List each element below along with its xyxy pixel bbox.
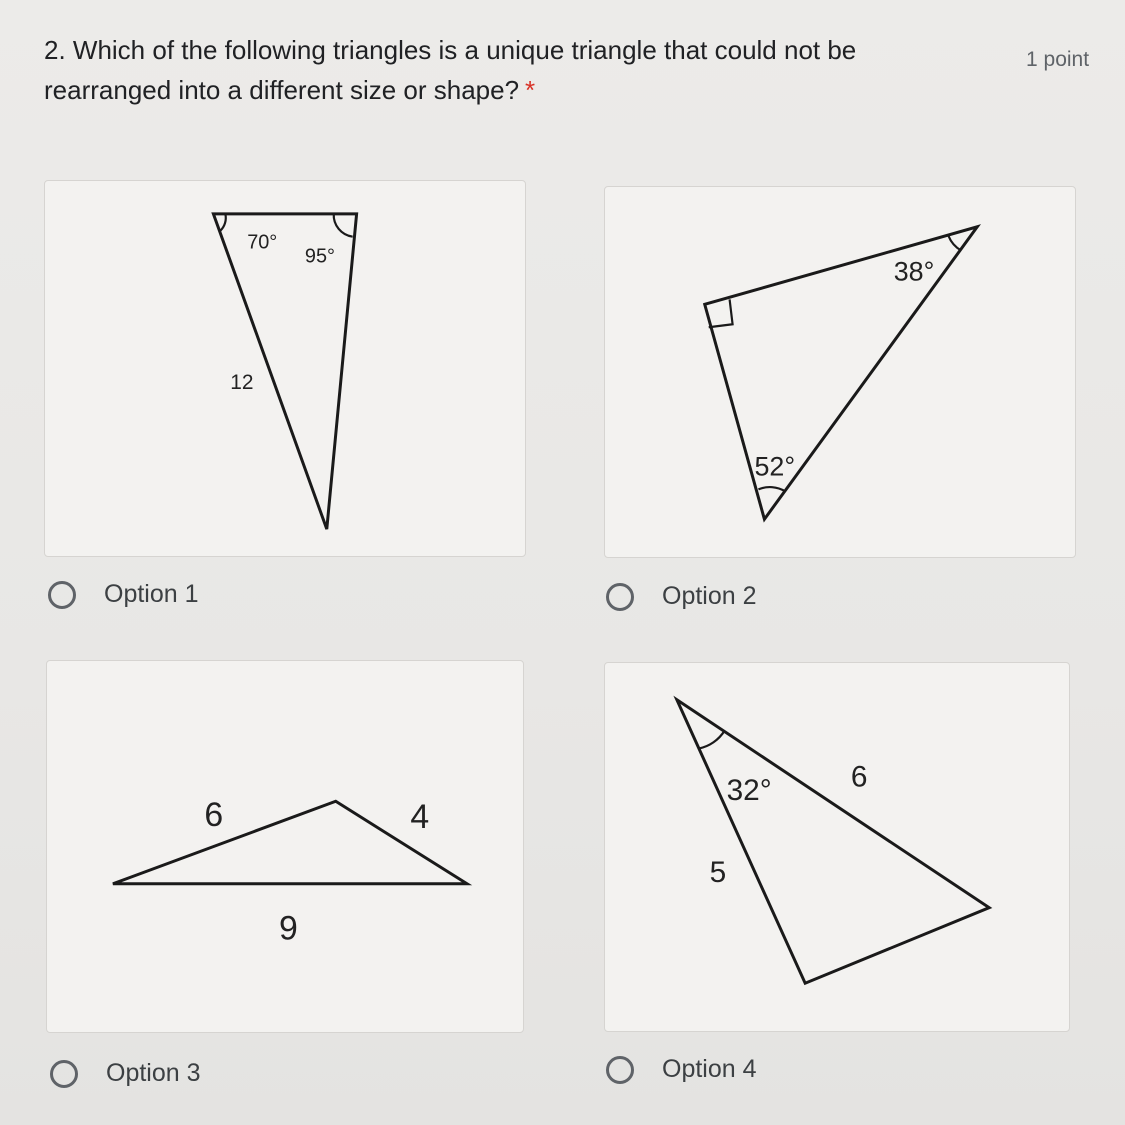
option-3-radio-row[interactable] xyxy=(50,1059,201,1088)
option-2-radio-row[interactable] xyxy=(606,582,757,611)
option-1-label: Option 1 xyxy=(104,580,199,608)
option-1-angle-arc-b xyxy=(334,214,353,237)
points-label: 1 point xyxy=(1026,48,1090,71)
option-4-side-b-label: 5 xyxy=(709,855,727,889)
option-3-side-c-label: 9 xyxy=(279,909,298,948)
option-1-angle-arc-a xyxy=(220,214,225,231)
radio-unchecked-icon[interactable] xyxy=(48,581,76,609)
option-4-radio-row[interactable] xyxy=(606,1055,757,1084)
option-4-side-a-label: 6 xyxy=(850,760,868,794)
radio-unchecked-icon[interactable] xyxy=(606,1056,634,1084)
option-1-triangle-figure xyxy=(45,181,525,556)
option-1-radio-row[interactable] xyxy=(48,580,199,609)
option-3-label: Option 3 xyxy=(106,1059,201,1087)
option-4-label: Option 4 xyxy=(662,1055,757,1083)
option-4-image[interactable] xyxy=(604,662,1070,1032)
option-3-side-b-label: 4 xyxy=(410,798,430,837)
required-marker: * xyxy=(525,75,536,105)
option-3-image[interactable] xyxy=(46,660,524,1033)
option-2-triangle xyxy=(705,227,978,519)
option-2-triangle-figure xyxy=(605,187,1075,557)
option-4-triangle xyxy=(677,700,989,983)
option-4-angle-label: 32° xyxy=(726,774,772,808)
option-4-triangle-figure xyxy=(605,663,1069,1031)
option-3-triangle-figure xyxy=(47,661,523,1032)
option-2-angle-arc-b xyxy=(758,487,785,491)
radio-unchecked-icon[interactable] xyxy=(606,583,634,611)
option-3-side-a-label: 6 xyxy=(204,796,224,835)
option-2-angle-b-label: 52° xyxy=(754,451,796,482)
option-2-image[interactable] xyxy=(604,186,1076,558)
option-1-image[interactable] xyxy=(44,180,526,557)
option-2-label: Option 2 xyxy=(662,582,757,610)
option-1-side-label: 12 xyxy=(230,370,254,394)
question-text: 2. Which of the following triangles is a unique triangle that could not be rearranged into a different size or shape? xyxy=(44,35,857,105)
option-2-angle-arc-a xyxy=(948,236,961,251)
option-2-angle-a-label: 38° xyxy=(893,256,935,287)
option-1-angle-a-label: 70° xyxy=(247,231,278,254)
question-title xyxy=(44,30,974,110)
option-1-angle-b-label: 95° xyxy=(304,245,335,268)
option-4-angle-arc xyxy=(699,731,725,749)
radio-unchecked-icon[interactable] xyxy=(50,1060,78,1088)
